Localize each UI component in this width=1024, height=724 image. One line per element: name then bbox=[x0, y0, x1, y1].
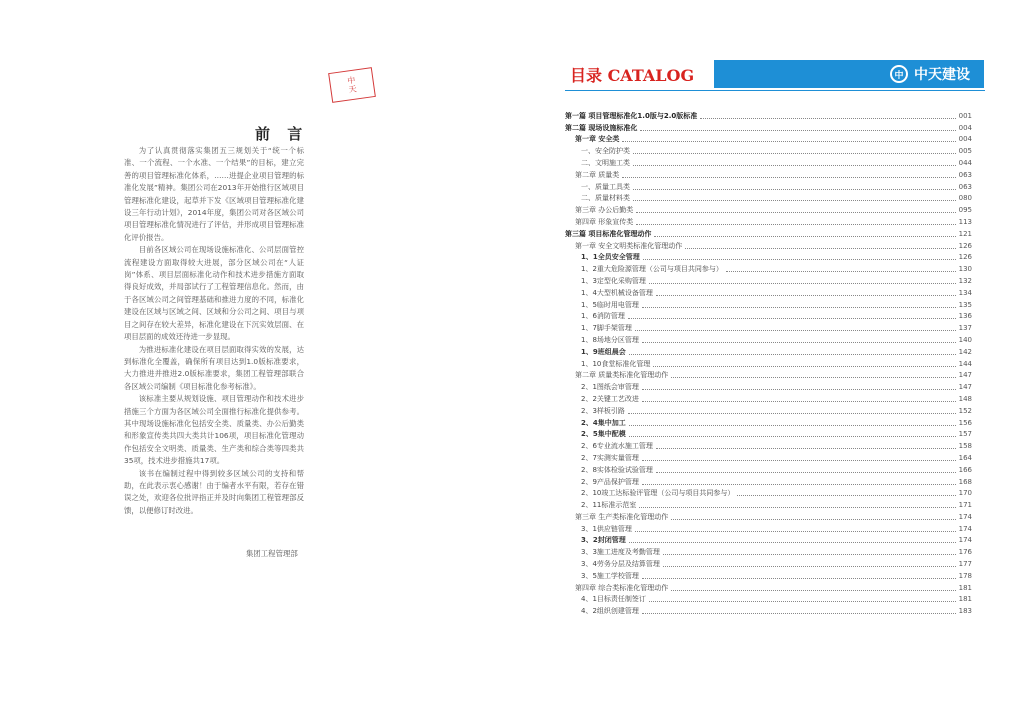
toc-leader-dots bbox=[633, 165, 956, 166]
toc-entry-page: 170 bbox=[958, 489, 972, 498]
toc-entry[interactable] bbox=[565, 251, 972, 263]
toc-entry-page: 004 bbox=[958, 123, 972, 132]
toc-entry-page: 095 bbox=[958, 206, 972, 215]
toc-entry[interactable] bbox=[565, 215, 972, 227]
logo-text: 中天建设 bbox=[914, 67, 970, 83]
header-divider bbox=[565, 90, 985, 91]
toc-entry-page: 176 bbox=[958, 548, 972, 557]
toc-leader-dots bbox=[633, 153, 956, 154]
toc-entry-page: 134 bbox=[958, 288, 972, 297]
toc-entry-page: 152 bbox=[958, 406, 972, 415]
toc-entry-label: 1、5临时用电管理 bbox=[581, 300, 639, 309]
toc-entry-label: 3、4劳务分层及结算管理 bbox=[581, 560, 660, 569]
toc-entry-page: 181 bbox=[958, 583, 972, 592]
toc-entry-page: 136 bbox=[958, 312, 972, 321]
toc-entry-page: 132 bbox=[958, 276, 972, 285]
toc-entry[interactable] bbox=[565, 239, 972, 251]
toc-leader-dots bbox=[629, 354, 956, 355]
preface-paragraph-3: 为推进标准化建设在项目层面取得实效的发展，达到标准化全覆盖，确保所有项目达到1.0版标准要求，大力推进并推进2.0版标准要求，集团工程管理部联合各区域公司编制《项目标准化参考标准》。 bbox=[124, 344, 304, 391]
toc-entry-page: 135 bbox=[958, 300, 972, 309]
toc-entry[interactable] bbox=[565, 262, 972, 274]
preface-paragraph-1: 为了认真贯彻落实集团五三规划关于“统一个标准、一个流程、一个水准、一个结果”的目标，建立完善的项目管理标准化体系，……进提企业项目管理的标准化发展”精神。集团公司在2013年开始推行区域项目管理标准化建设，起草并下发《区域项目管理标准化建设三年行动计划》，2014年度，集团公司对各区域公司项目管理标准化情况进行了评估，并形成项目管理标准化评价报告。 bbox=[124, 146, 304, 242]
stamp-text-1: 中 bbox=[346, 75, 356, 86]
preface-paragraph-5: 该书在编制过程中得到较多区域公司的支持和帮助，在此表示衷心感谢！由于编者水平有限，若存在错误之处，欢迎各位批评指正并及时向集团工程管理部反馈，以便修订时改进。 bbox=[124, 468, 304, 515]
toc-entry-label: 一、质量工具类 bbox=[581, 182, 630, 191]
toc-entry-page: 113 bbox=[958, 217, 972, 226]
toc-entry[interactable] bbox=[565, 545, 972, 557]
toc-entry-page: 063 bbox=[958, 170, 972, 179]
toc-entry-label: 第二篇 现场设施标准化 bbox=[565, 123, 638, 132]
toc-entry-label: 2、9产品保护管理 bbox=[581, 477, 639, 486]
toc-leader-dots bbox=[671, 377, 955, 378]
toc-entry-label: 1、7脚手架管理 bbox=[581, 324, 632, 333]
toc-entry-label: 第四章 形象宣传类 bbox=[575, 217, 634, 226]
toc-leader-dots bbox=[629, 425, 956, 426]
toc-entry-label: 1、1全员安全管理 bbox=[581, 253, 640, 262]
toc-entry-page: 004 bbox=[958, 135, 972, 144]
toc-leader-dots bbox=[639, 507, 955, 508]
toc-entry-page: 174 bbox=[958, 512, 972, 521]
toc-entry-page: 147 bbox=[958, 383, 972, 392]
toc-leader-dots bbox=[656, 295, 956, 296]
toc-entry-page: 063 bbox=[958, 182, 972, 191]
toc-entry[interactable] bbox=[565, 439, 972, 451]
toc-entry-label: 第四章 综合类标准化管理动作 bbox=[575, 583, 669, 592]
company-logo bbox=[890, 64, 970, 84]
toc-entry-label: 2、8实体检验试验管理 bbox=[581, 465, 653, 474]
toc-entry-label: 一、安全防护类 bbox=[581, 147, 630, 156]
toc-entry-label: 3、5施工学校管理 bbox=[581, 571, 639, 580]
toc-entry-label: 1、2重大危险源管理（公司与项目共同参与） bbox=[581, 265, 723, 274]
toc-leader-dots bbox=[671, 590, 955, 591]
toc-entry-page: 183 bbox=[958, 607, 972, 616]
toc-entry-page: 156 bbox=[958, 418, 972, 427]
toc-entry[interactable] bbox=[565, 593, 972, 605]
toc-entry-page: 001 bbox=[958, 111, 972, 120]
toc-entry[interactable] bbox=[565, 286, 972, 298]
toc-entry-page: 174 bbox=[958, 536, 972, 545]
toc-entry-label: 2、1图纸会审管理 bbox=[581, 383, 639, 392]
toc-leader-dots bbox=[629, 542, 956, 543]
toc-entry[interactable] bbox=[565, 392, 972, 404]
toc-leader-dots bbox=[629, 436, 956, 437]
toc-leader-dots bbox=[737, 495, 955, 496]
toc-leader-dots bbox=[663, 566, 956, 567]
toc-entry[interactable] bbox=[565, 192, 972, 204]
toc-entry-page: 142 bbox=[958, 347, 972, 356]
toc-entry[interactable] bbox=[565, 404, 972, 416]
toc-entry-page: 168 bbox=[958, 477, 972, 486]
toc-entry[interactable] bbox=[565, 428, 972, 440]
toc-leader-dots bbox=[700, 118, 955, 119]
toc-leader-dots bbox=[642, 307, 956, 308]
toc-leader-dots bbox=[726, 271, 956, 272]
toc-entry[interactable] bbox=[565, 604, 972, 616]
toc-entry-label: 2、4集中加工 bbox=[581, 418, 626, 427]
toc-entry[interactable] bbox=[565, 109, 972, 121]
toc-entry-page: 126 bbox=[958, 253, 972, 262]
toc-entry-page: 080 bbox=[958, 194, 972, 203]
toc-entry-page: 121 bbox=[958, 229, 972, 238]
toc-leader-dots bbox=[622, 177, 955, 178]
toc-entry-page: 157 bbox=[958, 430, 972, 439]
toc-leader-dots bbox=[653, 366, 955, 367]
toc-entry-label: 2、7实测实量管理 bbox=[581, 453, 639, 462]
toc-entry-label: 1、4大型机械设备管理 bbox=[581, 288, 653, 297]
toc-leader-dots bbox=[628, 318, 956, 319]
toc-entry[interactable] bbox=[565, 569, 972, 581]
toc-leader-dots bbox=[649, 283, 956, 284]
stamp-text-2: 天 bbox=[348, 84, 358, 95]
toc-entry[interactable] bbox=[565, 274, 972, 286]
toc-entry[interactable] bbox=[565, 369, 972, 381]
toc-entry-page: 177 bbox=[958, 560, 972, 569]
logo-mark-icon: 中 bbox=[890, 65, 908, 83]
toc-entry-label: 2、10竣工达标验评管理（公司与项目共同参与） bbox=[581, 489, 735, 498]
toc-entry[interactable] bbox=[565, 144, 972, 156]
toc-entry-label: 第一章 安全类 bbox=[575, 135, 620, 144]
toc-entry-page: 130 bbox=[958, 265, 972, 274]
toc-entry-label: 4、2组织创建管理 bbox=[581, 607, 639, 616]
toc-leader-dots bbox=[635, 531, 956, 532]
toc-entry-label: 1、8场地分区管理 bbox=[581, 335, 639, 344]
toc-entry[interactable] bbox=[565, 121, 972, 133]
red-seal-stamp bbox=[328, 67, 376, 103]
toc-entry[interactable] bbox=[565, 498, 972, 510]
toc-entry-page: 181 bbox=[958, 595, 972, 604]
toc-entry-page: 158 bbox=[958, 442, 972, 451]
toc-leader-dots bbox=[663, 554, 956, 555]
toc-leader-dots bbox=[633, 189, 956, 190]
toc-entry-label: 1、10食堂标准化管理 bbox=[581, 359, 651, 368]
toc-entry-label: 3、1供应链管理 bbox=[581, 524, 632, 533]
toc-leader-dots bbox=[642, 613, 956, 614]
toc-entry[interactable] bbox=[565, 510, 972, 522]
toc-entry-page: 171 bbox=[958, 501, 972, 510]
toc-leader-dots bbox=[628, 413, 956, 414]
toc-entry[interactable] bbox=[565, 487, 972, 499]
toc-entry-page: 148 bbox=[958, 394, 972, 403]
toc-leader-dots bbox=[656, 448, 956, 449]
toc-entry-label: 2、11标准示范室 bbox=[581, 501, 637, 510]
toc-entry-label: 3、2封闭管理 bbox=[581, 536, 626, 545]
toc-entry[interactable] bbox=[565, 522, 972, 534]
toc-leader-dots bbox=[654, 236, 955, 237]
toc-entry[interactable] bbox=[565, 168, 972, 180]
toc-entry-label: 1、9班组晨会 bbox=[581, 347, 626, 356]
toc-entry-label: 第三章 生产类标准化管理动作 bbox=[575, 512, 669, 521]
toc-entry[interactable] bbox=[565, 380, 972, 392]
toc-leader-dots bbox=[642, 460, 956, 461]
toc-entry[interactable] bbox=[565, 298, 972, 310]
toc-leader-dots bbox=[642, 484, 956, 485]
toc-entry-page: 144 bbox=[958, 359, 972, 368]
toc-entry-page: 044 bbox=[958, 158, 972, 167]
toc-entry[interactable] bbox=[565, 133, 972, 145]
toc-entry[interactable] bbox=[565, 534, 972, 546]
toc-entry-label: 1、6消防管理 bbox=[581, 312, 625, 321]
toc-entry-page: 126 bbox=[958, 241, 972, 250]
toc-entry[interactable] bbox=[565, 203, 972, 215]
toc-entry-page: 166 bbox=[958, 465, 972, 474]
table-of-contents bbox=[565, 109, 972, 616]
toc-entry[interactable] bbox=[565, 333, 972, 345]
preface-title: 前 言 bbox=[255, 125, 309, 143]
toc-entry-label: 3、3施工进度及考勤管理 bbox=[581, 548, 660, 557]
toc-entry[interactable] bbox=[565, 321, 972, 333]
toc-entry[interactable] bbox=[565, 451, 972, 463]
toc-entry[interactable] bbox=[565, 310, 972, 322]
toc-entry-page: 178 bbox=[958, 571, 972, 580]
toc-entry-label: 1、3定型化采购管理 bbox=[581, 276, 646, 285]
toc-entry[interactable] bbox=[565, 156, 972, 168]
toc-entry[interactable] bbox=[565, 416, 972, 428]
toc-entry[interactable] bbox=[565, 357, 972, 369]
toc-entry-label: 第三章 办公后勤类 bbox=[575, 206, 634, 215]
toc-entry[interactable] bbox=[565, 581, 972, 593]
toc-leader-dots bbox=[642, 578, 956, 579]
toc-entry-page: 147 bbox=[958, 371, 972, 380]
toc-entry-page: 005 bbox=[958, 147, 972, 156]
preface-signature: 集团工程管理部 bbox=[246, 549, 298, 558]
toc-entry-label: 第二章 质量类标准化管理动作 bbox=[575, 371, 669, 380]
toc-leader-dots bbox=[633, 200, 956, 201]
toc-entry-label: 4、1目标责任制签订 bbox=[581, 595, 646, 604]
toc-entry-label: 2、3样板引路 bbox=[581, 406, 625, 415]
toc-leader-dots bbox=[635, 330, 956, 331]
toc-leader-dots bbox=[642, 389, 956, 390]
toc-entry-page: 140 bbox=[958, 335, 972, 344]
header-bar bbox=[714, 60, 984, 88]
toc-entry-label: 二、质量材料类 bbox=[581, 194, 630, 203]
toc-leader-dots bbox=[656, 472, 956, 473]
toc-entry-label: 2、6专业流水施工管理 bbox=[581, 442, 653, 451]
toc-leader-dots bbox=[640, 130, 955, 131]
toc-entry[interactable] bbox=[565, 345, 972, 357]
toc-entry-label: 第二章 质量类 bbox=[575, 170, 620, 179]
toc-entry[interactable] bbox=[565, 180, 972, 192]
toc-entry-label: 第一篇 项目管理标准化1.0版与2.0版标准 bbox=[565, 111, 698, 120]
toc-entry-page: 174 bbox=[958, 524, 972, 533]
toc-entry-label: 第一章 安全文明类标准化管理动作 bbox=[575, 241, 683, 250]
toc-leader-dots bbox=[642, 401, 956, 402]
toc-entry[interactable] bbox=[565, 227, 972, 239]
toc-leader-dots bbox=[622, 141, 955, 142]
preface-paragraph-2: 目前各区域公司在现场设施标准化、公司层面管控流程建设方面取得较大进展，部分区域公司在“人证岗”体系、项目层面标准化动作和技术进步措施方面取得良好成效，并局部试行了工程管理信息化。然而，由于各区域公司之间管理基础和推进力度的不同，标准化建设在区域与区域之间、区域和分公司之间、项目与项目之间存在较大差异，标准化建设在下沉实效层面、在项目层面的成效还待进一步显现。 bbox=[124, 245, 304, 342]
catalog-title: 目录 CATALOG bbox=[570, 66, 695, 85]
toc-entry[interactable] bbox=[565, 475, 972, 487]
toc-leader-dots bbox=[636, 224, 955, 225]
preface-paragraph-4: 该标准主要从规划设施、项目管理动作和技术进步措施三个方面为各区域公司全面推行标准化提供参考。其中现场设施标准化包括安全类、质量类、办公后勤类和形象宣传类共四大类共计106项，项目标准化管理动作包括安全文明类、质量类、生产类和综合类等四类共35项，技术进步措施共17项。 bbox=[124, 394, 304, 466]
toc-entry-label: 2、5集中配模 bbox=[581, 430, 626, 439]
toc-leader-dots bbox=[643, 259, 956, 260]
toc-entry-label: 2、2关键工艺改进 bbox=[581, 394, 639, 403]
toc-entry[interactable] bbox=[565, 463, 972, 475]
toc-entry[interactable] bbox=[565, 557, 972, 569]
toc-leader-dots bbox=[671, 519, 955, 520]
toc-entry-page: 164 bbox=[958, 453, 972, 462]
toc-leader-dots bbox=[636, 212, 955, 213]
toc-leader-dots bbox=[649, 601, 956, 602]
toc-entry-page: 137 bbox=[958, 324, 972, 333]
preface-body bbox=[124, 145, 304, 517]
toc-entry-label: 二、文明施工类 bbox=[581, 158, 630, 167]
toc-leader-dots bbox=[642, 342, 956, 343]
toc-leader-dots bbox=[685, 248, 955, 249]
toc-entry-label: 第三篇 项目标准化管理动作 bbox=[565, 229, 652, 238]
